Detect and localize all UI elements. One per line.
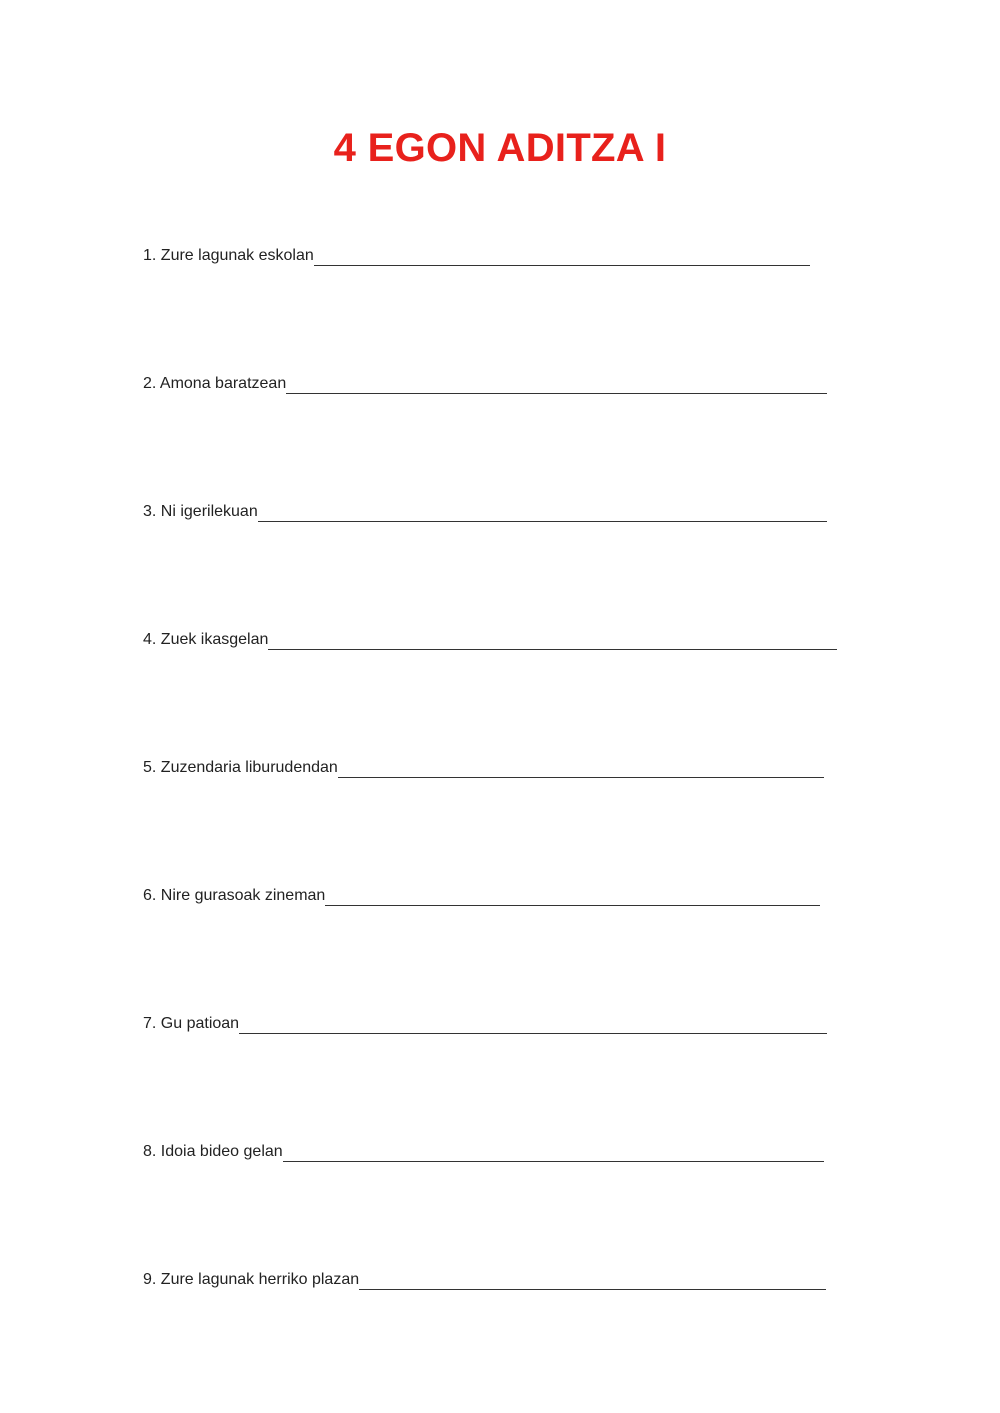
exercise-label: 6. Nire gurasoak zineman: [143, 887, 326, 904]
answer-blank[interactable]: [239, 1013, 827, 1034]
exercise-label: 1. Zure lagunak eskolan: [143, 247, 314, 264]
exercise-label: 8. Idoia bideo gelan: [143, 1143, 283, 1160]
exercise-item: [143, 755, 824, 779]
exercise-item: [143, 243, 810, 267]
answer-blank[interactable]: [286, 373, 827, 394]
answer-blank[interactable]: [268, 629, 837, 650]
exercise-item: [143, 371, 827, 395]
exercise-label: 7. Gu patioan: [143, 1015, 240, 1032]
exercise-item: [143, 627, 837, 651]
exercise-item: [143, 1267, 826, 1291]
exercise-label: 5. Zuzendaria liburudendan: [143, 759, 338, 776]
answer-blank[interactable]: [314, 245, 810, 266]
exercise-item: [143, 1011, 827, 1035]
exercise-item: [143, 499, 827, 523]
answer-blank[interactable]: [338, 757, 824, 778]
page-title: 4 EGON ADITZA I: [333, 126, 667, 170]
exercise-label: 3. Ni igerilekuan: [143, 503, 258, 520]
exercise-label: 4. Zuek ikasgelan: [143, 631, 269, 648]
exercise-label: 9. Zure lagunak herriko plazan: [143, 1271, 360, 1288]
exercise-item: [143, 883, 820, 907]
answer-blank[interactable]: [283, 1141, 824, 1162]
exercise-label: 2. Amona baratzean: [143, 375, 287, 392]
exercise-item: [143, 1139, 824, 1163]
answer-blank[interactable]: [359, 1269, 826, 1290]
answer-blank[interactable]: [325, 885, 820, 906]
answer-blank[interactable]: [258, 501, 827, 522]
